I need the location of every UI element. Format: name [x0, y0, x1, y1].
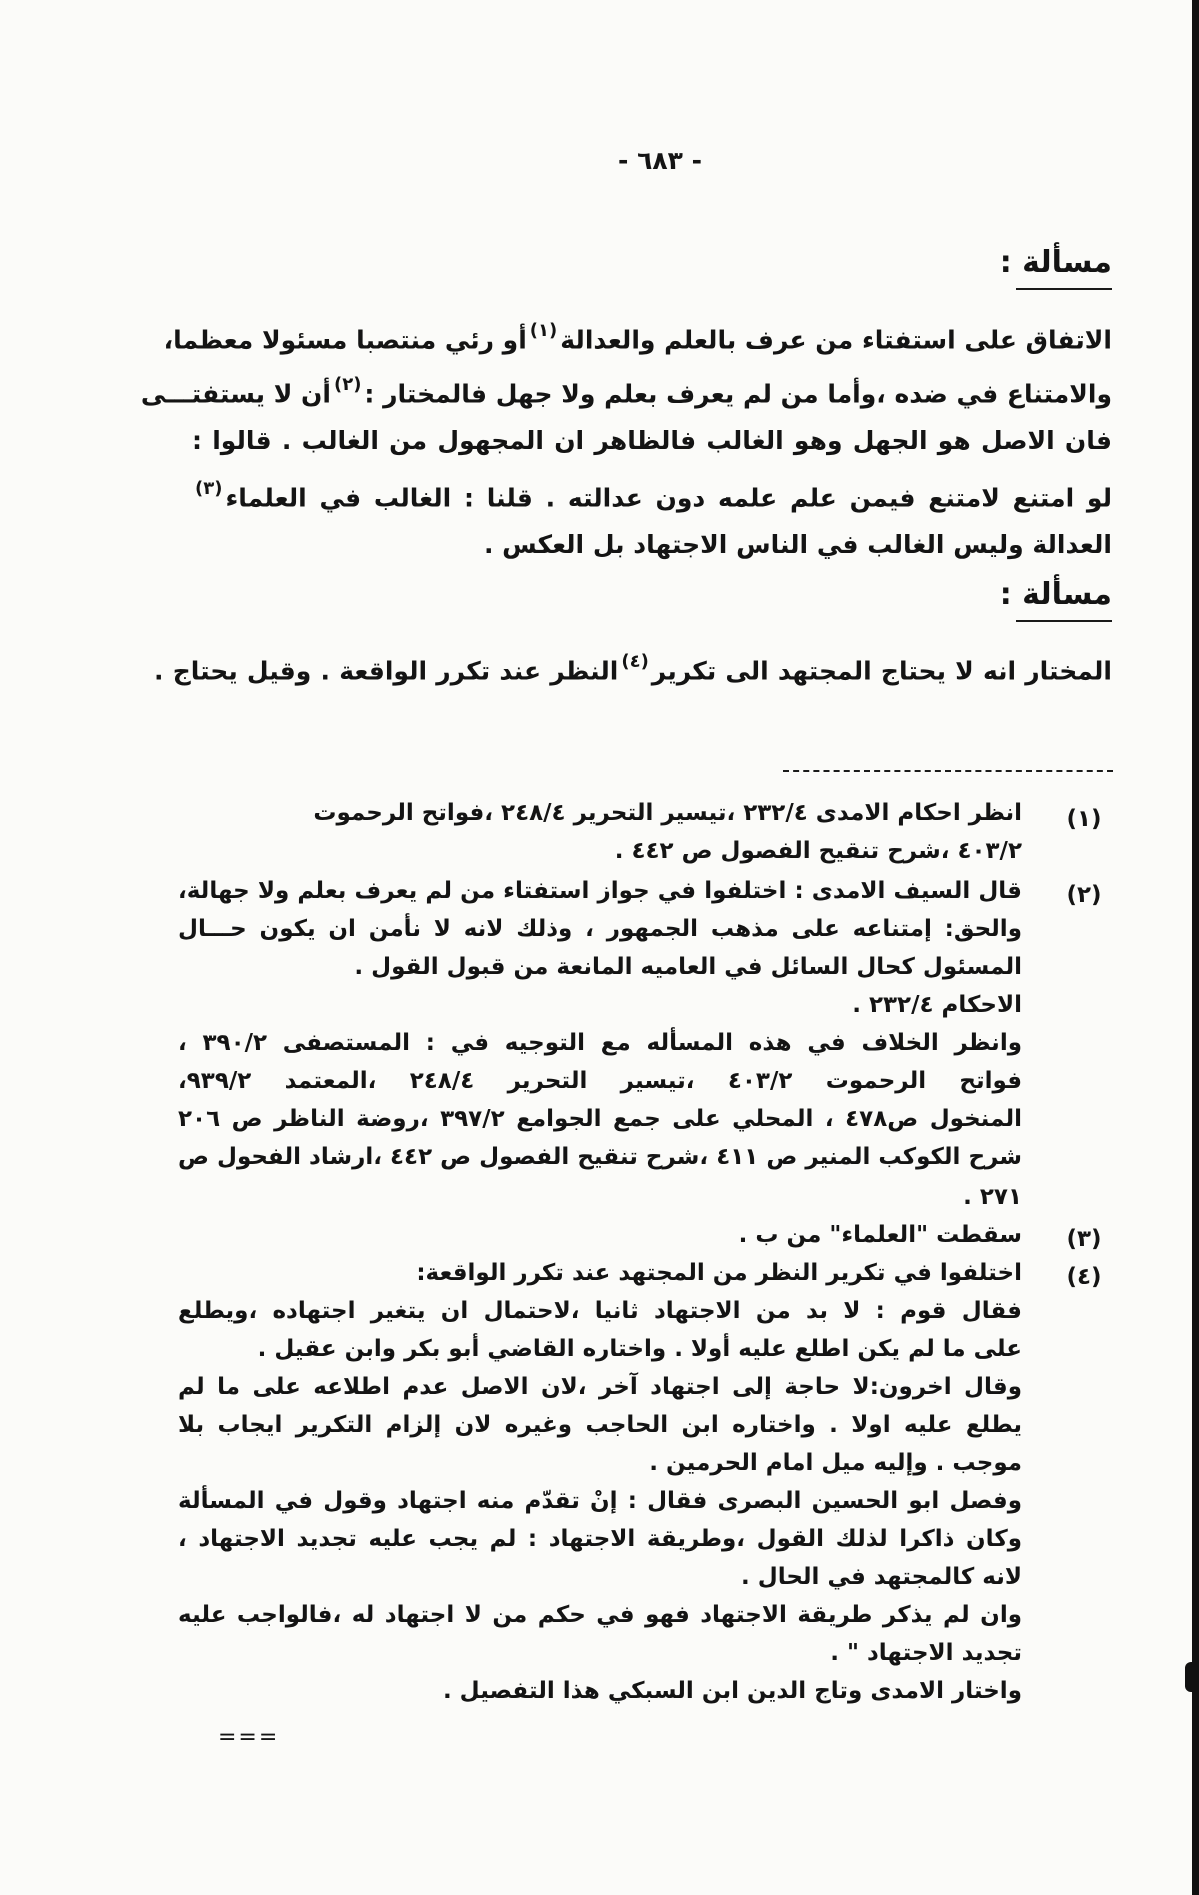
page-number: - ٦٨٣ - — [618, 146, 702, 175]
footnote-2-line-2: والحق: إمتناعه على مذهب الجمهور ، وذلك لانه لا نأمن ان يكون حـــال — [178, 916, 1022, 942]
footnote-number-2: (٢) — [1066, 882, 1102, 908]
footnote-4-line-1: اختلفوا في تكرير النظر من المجتهد عند تكرر الواقعة: — [416, 1260, 1022, 1286]
footnote-number-1: (١) — [1066, 806, 1102, 832]
footnote-1-line-2: ٤٠٣/٢ ،شرح تنقيح الفصول ص ٤٤٢ . — [614, 838, 1022, 864]
scan-edge — [1192, 0, 1199, 1895]
body-line-2: والامتناع في ضده ،وأما من لم يعرف بعلم ولا جهل فالمختار :$^{(٢)}$أن لا يستفتـــى — [140, 374, 1112, 409]
footnote-4-line-5: يطلع عليه اولا . واختاره ابن الحاجب وغيره لان إلزام التكرير ايجاب بلا — [178, 1412, 1022, 1438]
footnote-4-line-10: وان لم يذكر طريقة الاجتهاد فهو في حكم من لا اجتهاد له ،فالواجب عليه — [178, 1602, 1022, 1628]
footnote-2-line-5: وانظر الخلاف في هذه المسأله مع التوجيه في : المستصفى ٣٩٠/٢ ، — [178, 1030, 1023, 1056]
footnote-ref-2: (٢) — [333, 374, 362, 395]
footnote-4-line-4: وقال اخرون:لا حاجة إلى اجتهاد آخر ،لان الاصل عدم اطلاعه على ما لم — [178, 1374, 1022, 1400]
footnote-ref-4: (٤) — [621, 651, 649, 672]
footnote-4-line-11: تجديد الاجتهاد " . — [830, 1640, 1022, 1666]
footnote-3-line-1: سقطت "العلماء" من ب . — [738, 1222, 1022, 1248]
footnote-4-line-6: موجب . وإليه ميل امام الحرمين . — [649, 1450, 1022, 1476]
footnote-1-line-1: انظر احكام الامدى ٢٣٢/٤ ،تيسير التحرير ٢٤٨/٤ ،فواتح الرحموت — [313, 800, 1022, 826]
body-line-3: فان الاصل هو الجهل وهو الغالب فالظاهر ان المجهول من الغالب . قالوا : — [192, 426, 1112, 455]
footnote-2-line-8: شرح الكوكب المنير ص ٤١١ ،شرح تنقيح الفصول ص ٤٤٢ ،ارشاد الفحول ص — [178, 1144, 1022, 1170]
footnote-2-line-6: فواتح الرحموت ٤٠٣/٢ ،تيسير التحرير ٢٤٨/٤ ،المعتمد ٩٣٩/٢، — [178, 1068, 1022, 1094]
footnote-4-line-2: فقال قوم : لا بد من الاجتهاد ثانيا ،لاحتمال ان يتغير اجتهاده ،ويطلع — [178, 1298, 1022, 1324]
footnote-number-4: (٤) — [1066, 1264, 1102, 1290]
footnote-4-line-12: واختار الامدى وتاج الدين ابن السبكي هذا التفصيل . — [442, 1678, 1022, 1704]
footnote-separator — [783, 770, 1113, 772]
footnote-4-line-8: وكان ذاكرا لذلك القول ،وطريقة الاجتهاد : لم يجب عليه تجديد الاجتهاد ، — [178, 1526, 1022, 1552]
body-line-4: لو امتنع لامتنع فيمن علم علمه دون عدالته . قلنا : الغالب في العلماء$^{(٣)}$ — [195, 478, 1112, 513]
footnote-4-line-7: وفصل ابو الحسين البصرى فقال : إنْ تقدّم منه اجتهاد وقول في المسألة — [178, 1488, 1022, 1514]
heading-underline-2 — [1016, 620, 1112, 622]
footnote-number-3: (٣) — [1066, 1226, 1102, 1252]
footnote-4-line-9: لانه كالمجتهد في الحال . — [741, 1564, 1022, 1590]
footnote-ref-1: (١) — [529, 320, 558, 341]
footnote-2-line-4: الاحكام ٢٣٢/٤ . — [852, 992, 1022, 1018]
footnote-4-line-3: على ما لم يكن اطلع عليه أولا . واختاره القاضي أبو بكر وابن عقيل . — [257, 1336, 1022, 1362]
section-heading-1: مسألة : — [999, 245, 1112, 280]
end-mark: === — [218, 1725, 280, 1750]
scan-edge-tab — [1185, 1662, 1195, 1692]
footnote-2-line-9: ٢٧١ . — [963, 1184, 1022, 1210]
body-line-5: العدالة وليس الغالب في الناس الاجتهاد بل العكس . — [483, 530, 1112, 559]
heading-underline-1 — [1016, 288, 1112, 290]
footnote-2-line-7: المنخول ص٤٧٨ ، المحلي على جمع الجوامع ٣٩٧/٢ ،روضة الناظر ص ٢٠٦ — [178, 1106, 1022, 1132]
body-line-6: المختار انه لا يحتاج المجتهد الى تكرير$^{(٤)}$النظر عند تكرر الواقعة . وقيل يحتاج . — [154, 651, 1112, 686]
body-line-1: الاتفاق على استفتاء من عرف بالعلم والعدالة$^{(١)}$أو رئي منتصبا مسئولا معظما، — [163, 320, 1112, 355]
footnote-2-line-1: قال السيف الامدى : اختلفوا في جواز استفتاء من لم يعرف بعلم ولا جهالة، — [178, 878, 1022, 904]
section-heading-2: مسألة : — [999, 577, 1112, 612]
footnote-ref-3: (٣) — [195, 478, 223, 499]
footnote-2-line-3: المسئول كحال السائل في العاميه المانعة من قبول القول . — [354, 954, 1022, 980]
